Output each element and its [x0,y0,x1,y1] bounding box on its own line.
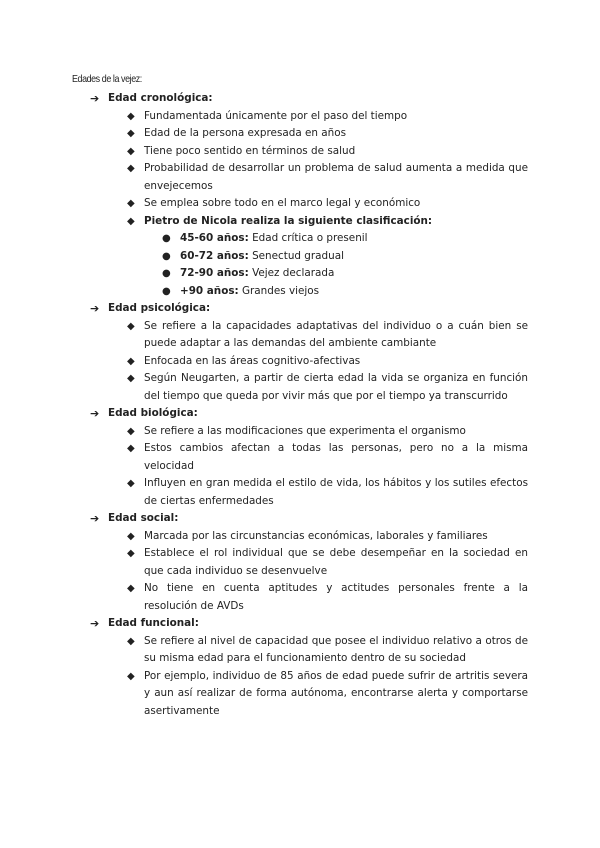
diamond-bullet-icon: ◆ [127,548,135,559]
diamond-bullet-icon: ◆ [127,110,135,122]
diamond-bullet-icon: ◆ [127,128,135,139]
list-item: ◆ Influyen en gran medida el estilo de vida, los hábitos y los sutiles efectos de ciertas enfermedades [127,477,528,507]
list-item: ◆ Se refiere a las modificaciones que experimenta el organismo [0,423,600,441]
document-title: Edades de la vejez: [72,73,142,85]
diamond-bullet-icon: ◆ [127,355,135,367]
dot-bullet-icon: ● [162,268,171,279]
list-item: ◆ Estos cambios afectan a todas las personas, pero no a la misma velocidad [127,442,528,472]
arrow-right-icon: ➔ [90,407,100,420]
diamond-bullet-icon: ◆ [127,635,135,647]
list-item: ◆ Establece el rol individual que se debe desempeñar en la sociedad en que cada individuo se desenvuelve [127,547,528,577]
diamond-bullet-icon: ◆ [127,215,135,227]
diamond-bullet-icon: ◆ [127,163,135,174]
list-item: ◆ Por ejemplo, individuo de 85 años de edad puede sufrir de artritis severa y aun así realizar de forma autónoma, encontrarse alerta y comportarse asertivamente [127,669,528,717]
classification-heading: ◆ Pietro de Nicola realiza la siguiente clasificación: [0,213,600,231]
list-item: ◆ Se emplea sobre todo en el marco legal y económico [0,195,600,213]
diamond-bullet-icon: ◆ [127,320,135,332]
document-content [0,90,600,720]
dot-bullet-icon: ● [162,250,171,262]
section-heading-cronologica: ➔ Edad cronológica: [0,90,600,108]
list-item: ◆ Edad de la persona expresada en años [0,125,600,143]
dot-bullet-icon: ● [162,233,171,244]
classification-entry: ● 72-90 años: Vejez declarada [0,265,600,283]
arrow-right-icon: ➔ [90,92,100,105]
section-heading-funcional: ➔ Edad funcional: [0,615,600,633]
diamond-bullet-icon: ◆ [127,425,135,437]
classification-entry: ● 60-72 años: Senectud gradual [0,248,600,266]
classification-entry: ● 45-60 años: Edad crítica o presenil [0,230,600,248]
list-item: ◆ Marcada por las circunstancias económicas, laborales y familiares [0,528,600,546]
diamond-bullet-icon: ◆ [127,145,135,157]
classification-entry: ● +90 años: Grandes viejos [0,283,600,301]
list-item: ◆ Enfocada en las áreas cognitivo-afectivas [0,353,600,371]
list-item: ◆ Según Neugarten, a partir de cierta edad la vida se organiza en función del tiempo que queda por vivir más que por el tiempo ya transcurrido [127,372,528,402]
list-item: ◆ Se refiere al nivel de capacidad que posee el individuo relativo a otros de su misma edad para el funcionamiento dentro de su sociedad [127,634,528,664]
diamond-bullet-icon: ◆ [127,670,135,682]
diamond-bullet-icon: ◆ [127,443,135,454]
list-item: ◆ Fundamentada únicamente por el paso del tiempo [0,108,600,126]
arrow-right-icon: ➔ [90,617,100,630]
list-item: ◆ Probabilidad de desarrollar un problema de salud aumenta a medida que envejecemos [127,162,528,192]
dot-bullet-icon: ● [162,285,171,297]
diamond-bullet-icon: ◆ [127,478,135,489]
list-item: ◆ Tiene poco sentido en términos de salud [0,143,600,161]
section-heading-social: ➔ Edad social: [0,510,600,528]
list-item: ◆ Se refiere a la capacidades adaptativas del individuo o a cuán bien se puede adaptar a las demandas del ambiente cambiante [127,319,528,349]
arrow-right-icon: ➔ [90,302,100,315]
section-heading-psicologica: ➔ Edad psicológica: [0,300,600,318]
arrow-right-icon: ➔ [90,512,100,525]
diamond-bullet-icon: ◆ [127,373,135,384]
diamond-bullet-icon: ◆ [127,530,135,542]
diamond-bullet-icon: ◆ [127,198,135,209]
section-heading-biologica: ➔ Edad biológica: [0,405,600,423]
list-item: ◆ No tiene en cuenta aptitudes y actitudes personales frente a la resolución de AVDs [127,582,528,612]
diamond-bullet-icon: ◆ [127,583,135,594]
